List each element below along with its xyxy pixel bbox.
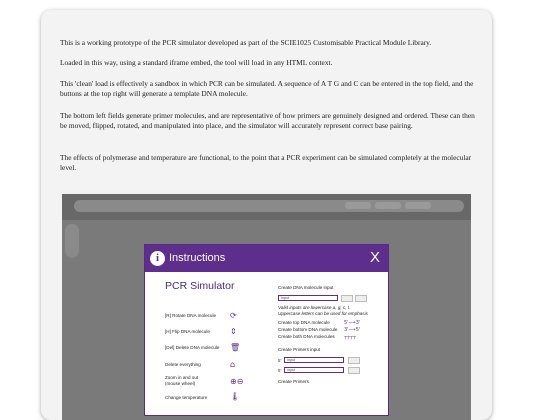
instruction-flip: [H] Flip DNA molecule [165,329,210,334]
instruction-temperature: Change temperature [165,395,208,400]
paragraph-intro: This is a working prototype of the PCR simulator developed as part of the SCIE1025 Customisable Practical Module Library. [60,38,432,47]
dna-input-heading: Create DNA molecule input [278,285,334,290]
zoom-controls[interactable] [65,224,79,258]
clear-all-icon: ⌂ [230,360,236,369]
primers-heading: Create Primers input [278,347,321,352]
zoom-icon: ⊕⊖ [230,377,244,386]
trash-icon: 🗑 [230,343,241,352]
create-both-label: Create both DNA molecules [278,334,335,339]
primer2-button[interactable] [348,367,360,374]
dna-input-button-2[interactable] [355,295,367,302]
primer1-button[interactable] [348,357,360,364]
paragraph-primers: The bottom left fields generate primer molecules, and are representative of how primers are genuinely designed and ordered. These can then be moved, flipped, rotated, and manipulated into place, and the simulator will accurately represent correct base pairing. [60,111,475,130]
create-primers-label: Create Primers [278,379,309,384]
bottom-dna-icon: 3'⟶5' [344,327,361,333]
info-icon: i [150,251,165,266]
instruction-rotate: [R] Rotate DNA molecule [165,313,217,318]
instruction-delete: [Del] Delete DNA molecule [165,345,220,350]
modal-title: Instructions [169,252,226,264]
primer2-label: 5' [278,368,282,373]
create-bottom-label: Create bottom DNA molecule [278,327,338,332]
both-dna-icon: ┬┬┬┬ [344,334,357,340]
primer2-field[interactable]: input [284,367,344,373]
simulator-heading: PCR Simulator [165,280,235,292]
instruction-delete-all: Delete everything [165,362,201,367]
dna-input-button[interactable] [341,295,353,302]
rotate-icon: ⟳ [230,311,237,320]
thermometer-icon: 🌡 [230,392,241,401]
dna-input-field[interactable]: input [278,295,338,301]
instructions-modal [144,244,389,416]
create-top-label: Create top DNA molecule [278,320,330,325]
valid-inputs-note: Valid inputs are lowercase a, g, c, t. [278,305,351,310]
generate-top-button[interactable] [345,202,371,209]
paragraph-polymerase: The effects of polymerase and temperature are functional, to the point that a PCR experiment can be simulated completely at the molecular level. [60,153,472,172]
paragraph-sandbox: This 'clean' load is effectively a sandbox in which PCR can be simulated. A sequence of A T G and C can be entered in the top field, and the buttons at the top right will generate a template DNA molecule. [60,79,474,98]
flip-icon: ⇕ [230,327,237,336]
top-dna-icon: 5'⟶3' [344,320,361,326]
generate-bottom-button[interactable] [375,202,401,209]
generate-buttons [345,202,431,209]
simulator-toolbar [62,194,471,220]
generate-both-button[interactable] [405,202,431,209]
instruction-zoom: Zoom in and out (mouse wheel) [165,375,199,386]
primer1-label: 5' [278,358,282,363]
close-button[interactable]: X [369,249,380,266]
modal-header [145,245,388,272]
primer1-field[interactable]: input [284,357,344,363]
uppercase-note: Uppercase letters can be used for emphasis [278,311,368,316]
paragraph-iframe: Loaded in this way, using a standard iframe embed, the tool will load in any HTML context. [60,58,333,67]
